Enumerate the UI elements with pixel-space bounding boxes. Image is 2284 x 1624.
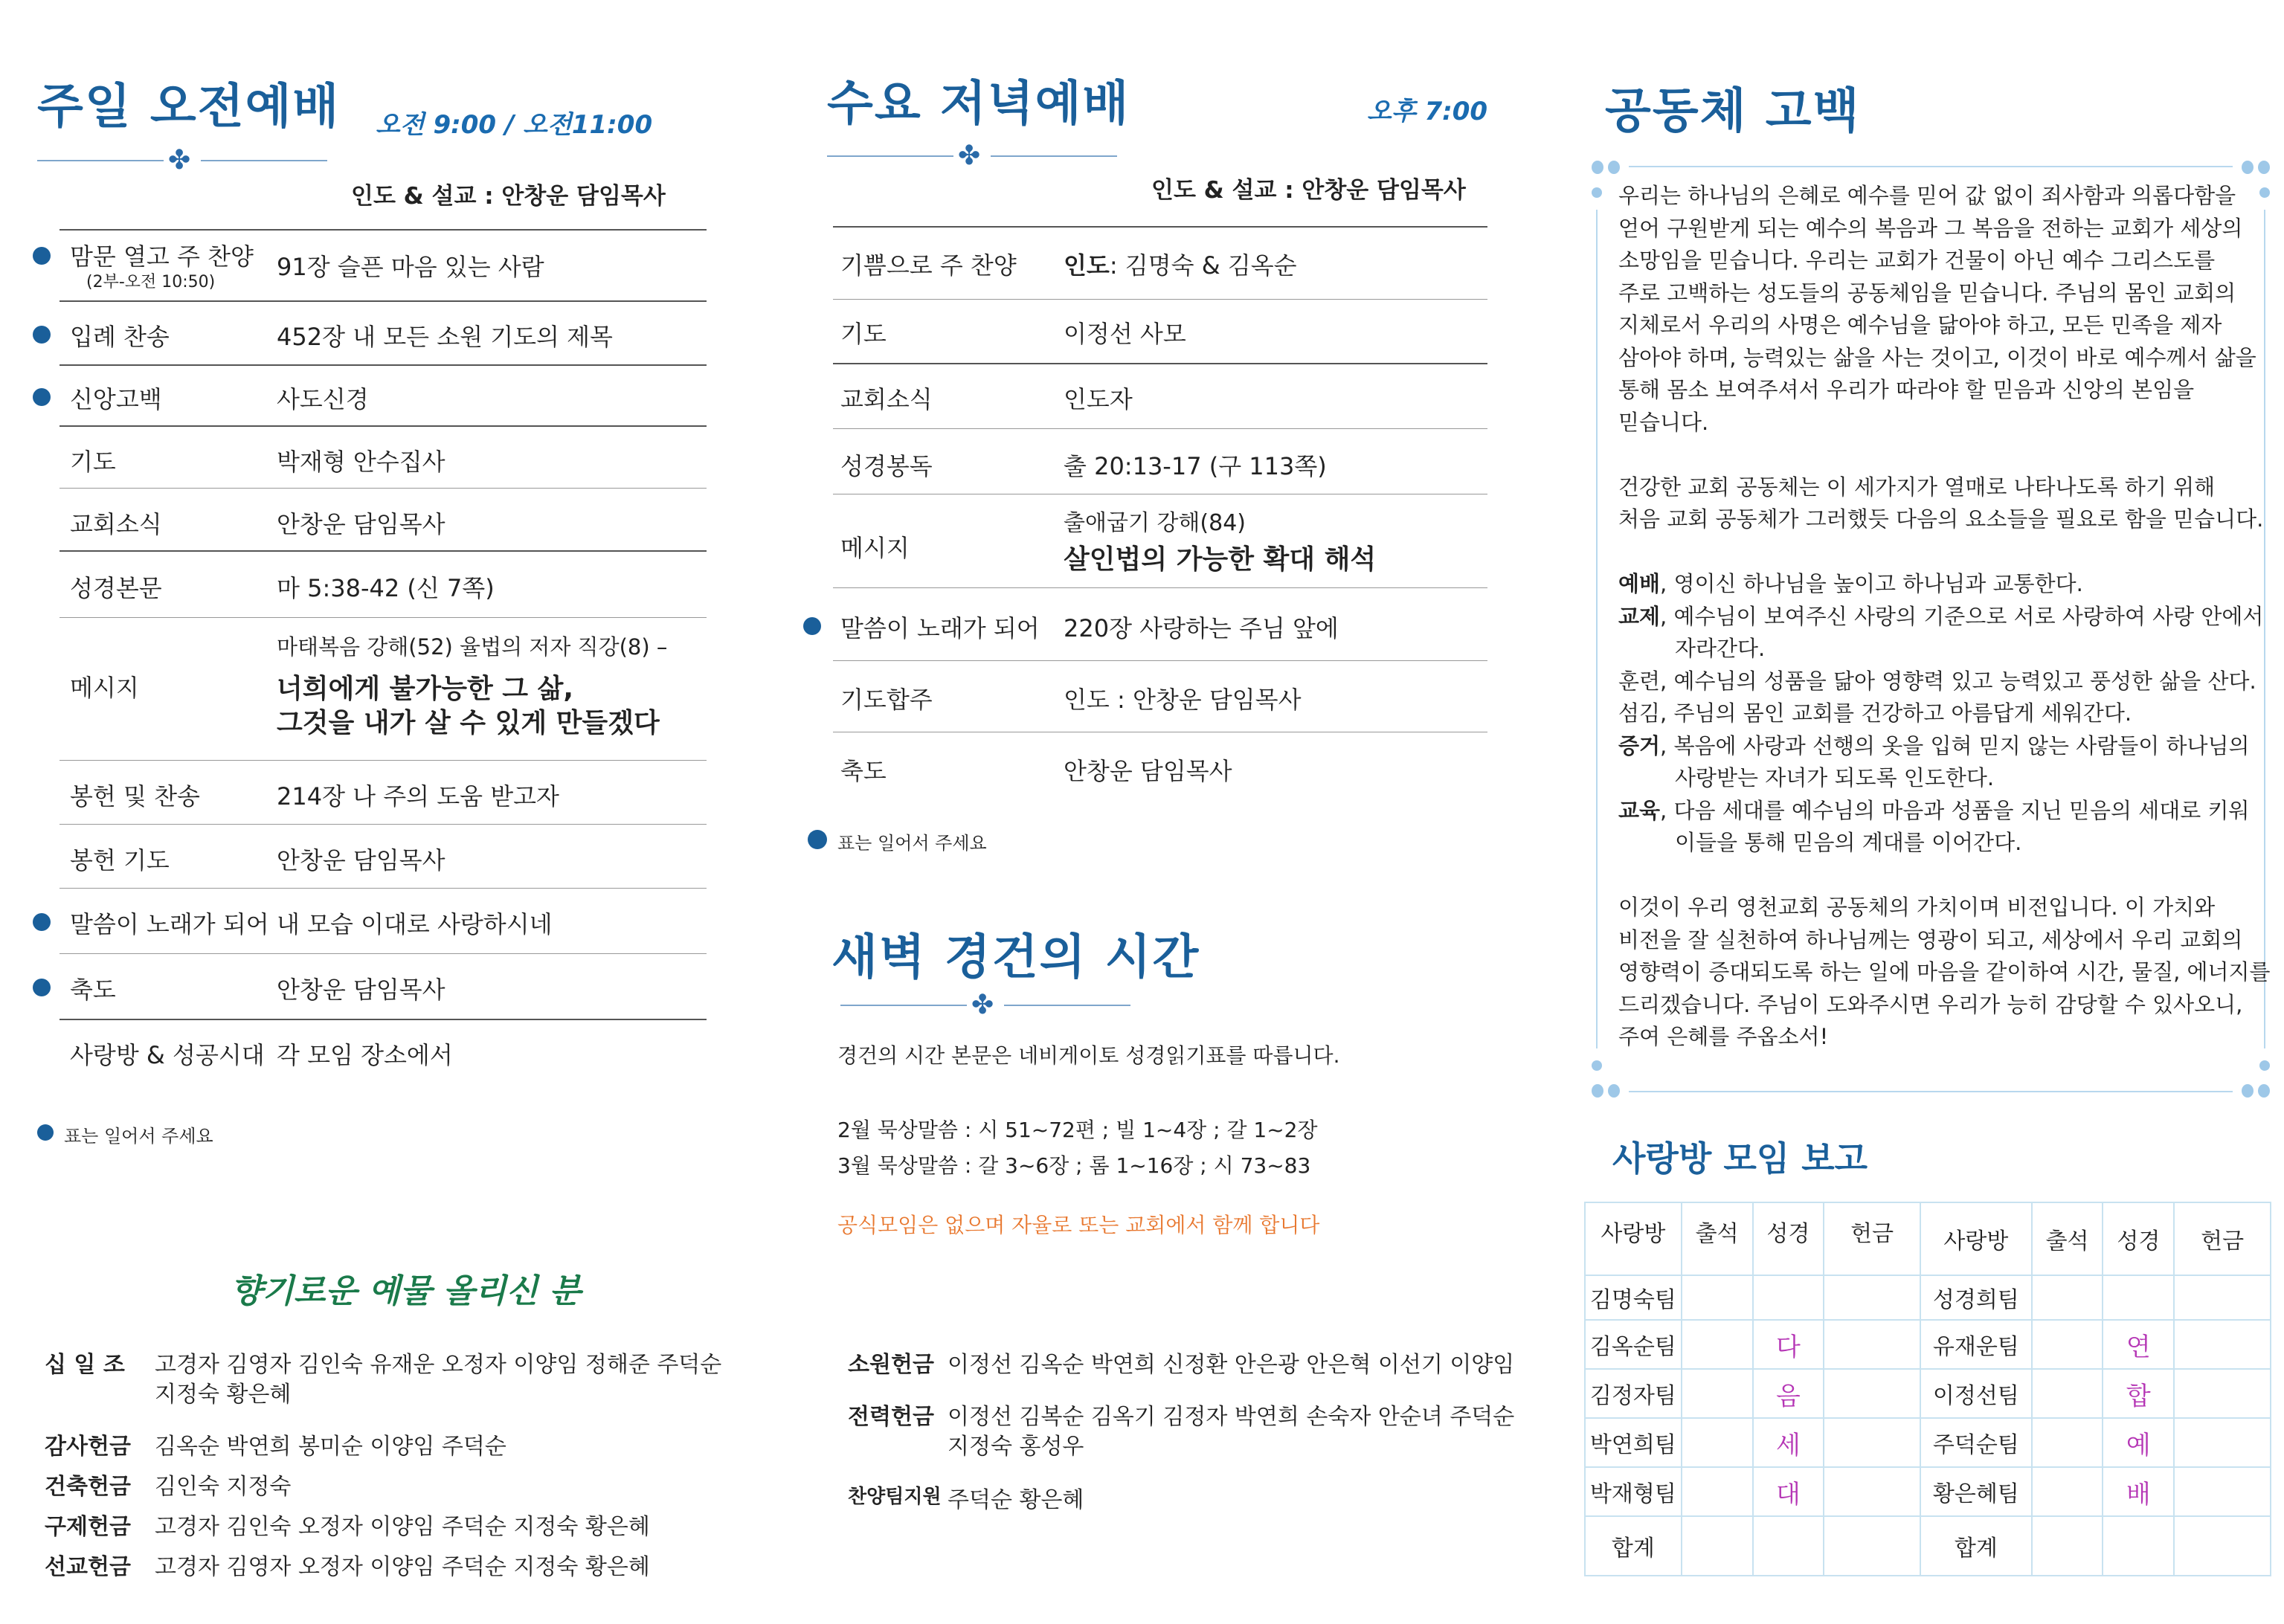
offering-title: 향기로운 예물 올리신 분 (231, 1272, 581, 1310)
team-name: 성경희팀 (1920, 1275, 2032, 1320)
report-title: 사랑방 모임 보고 (1612, 1138, 1868, 1179)
stand-bullet (33, 913, 51, 931)
confession-line: 우리는 하나님의 은혜로 예수를 믿어 값 없이 죄사함과 의롭다함을 (1618, 183, 2236, 208)
message-title: 그것을 내가 살 수 있게 만들겠다 (277, 708, 660, 738)
offering-label: 전력헌금 (848, 1404, 934, 1430)
confession-line: 믿습니다. (1618, 409, 1709, 435)
mark-cell (1753, 1275, 1824, 1320)
order-label: 성경본문 (70, 574, 162, 602)
wednesday-order (803, 223, 1487, 818)
team-name: 박연희팀 (1585, 1418, 1682, 1467)
clover-divider (827, 141, 1117, 171)
confession-line: 영향력이 증대되도록 하는 일에 마음을 같이하여 시간, 물질, 에너지를 (1618, 959, 2271, 985)
stand-bullet (803, 617, 821, 635)
confession-line: 비전을 잘 실천하여 하나님께는 영광이 되고, 세상에서 우리 교회의 (1618, 927, 2243, 953)
clover-divider (840, 990, 1130, 1020)
confession-line: 교육, 다음 세대를 예수님의 마음과 성품을 지닌 믿음의 세대로 키워 (1618, 797, 2250, 823)
order-value: 안창운 담임목사 (277, 510, 445, 538)
clover-icon: ✤ (971, 990, 994, 1020)
stand-bullet (33, 979, 51, 996)
stand-bullet (808, 830, 827, 849)
order-label: 축도 (70, 976, 116, 1004)
stand-bullet (33, 388, 51, 406)
offering2-list (848, 1346, 1517, 1524)
confession-line: 자라간다. (1675, 636, 1766, 661)
offering-label: 건축헌금 (45, 1474, 131, 1500)
order-value: 출애굽기 강해(84) (1064, 510, 1246, 536)
mark-cell: 배 (2103, 1467, 2174, 1516)
order-label: 메시지 (70, 674, 139, 702)
order-value-rest: : 김명숙 & 김옥순 (1109, 251, 1297, 280)
mark-cell: 합 (2103, 1369, 2174, 1418)
order-label: 입례 찬송 (70, 323, 170, 351)
confession-line: 사랑받는 자녀가 되도록 인도한다. (1675, 765, 1995, 790)
order-label: 봉헌 기도 (70, 846, 170, 874)
clover-divider (37, 146, 327, 175)
total-label: 합계 (1585, 1516, 1682, 1576)
confession-line: 예배, 영이신 하나님을 높이고 하나님과 교통한다. (1618, 571, 2083, 596)
header-cell: 헌금 (1824, 1202, 1920, 1275)
order-label: 봉헌 및 찬송 (70, 782, 200, 811)
offering-names: 이정선 김옥순 박연희 신정환 안은광 안은혁 이선기 이양임 (948, 1352, 1515, 1378)
confession-line: 이들을 통해 믿음의 계대를 이어간다. (1675, 830, 2022, 855)
stand-note: 표는 일어서 주세요 (837, 833, 987, 854)
report-table (1584, 1202, 2271, 1576)
order-value: 박재형 안수집사 (277, 448, 445, 476)
order-value: 214장 나 주의 도움 받고자 (277, 782, 559, 811)
team-name: 주덕순팀 (1920, 1418, 2032, 1467)
order-label: 성경봉독 (840, 452, 933, 480)
order-value (1064, 247, 1297, 281)
offering-names: 김인숙 지정숙 (155, 1474, 292, 1500)
order-label: 기도합주 (840, 686, 933, 714)
order-label: 기쁨으로 주 찬양 (840, 251, 1017, 280)
stand-bullet (33, 247, 51, 265)
mark-cell: 연 (2103, 1320, 2174, 1369)
team-name: 김옥순팀 (1585, 1320, 1682, 1369)
wednesday-time: 오후 7:00 (1367, 97, 1488, 126)
order-value: 인도 : 안창운 담임목사 (1064, 686, 1302, 714)
confession-line: 소망임을 믿습니다. 우리는 교회가 건물이 아닌 예수 그리스도를 (1618, 248, 2216, 273)
header-cell: 성경 (1753, 1202, 1824, 1275)
offering-names: 고경자 김영자 오정자 이양임 주덕순 지정숙 황은혜 (155, 1554, 650, 1580)
total-label: 합계 (1920, 1516, 2032, 1576)
order-label: 축도 (840, 757, 887, 785)
order-value: 내 모습 이대로 사랑하시네 (277, 910, 553, 938)
mark-cell: 예 (2103, 1418, 2174, 1467)
confession-line: 증거, 복음에 사랑과 선행의 옷을 입혀 믿지 않는 사람들이 하나님의 (1618, 732, 2250, 758)
wednesday-leader: 인도 & 설교 : 안창운 담임목사 (1151, 177, 1466, 204)
order-value: 마 5:38-42 (신 7쪽) (277, 574, 495, 602)
order-value: 출 20:13-17 (구 113쪽) (1064, 452, 1327, 480)
order-value: 안창운 담임목사 (277, 846, 445, 874)
offering-names: 주덕순 황은혜 (948, 1487, 1084, 1513)
mark-cell: 세 (1753, 1418, 1824, 1467)
mark-cell: 음 (1753, 1369, 1824, 1418)
confession-frame (1592, 158, 2270, 1101)
confession-line: 섬김, 주님의 몸인 교회를 건강하고 아름답게 세워간다. (1618, 700, 2132, 726)
confession-line: 건강한 교회 공동체는 이 세가지가 열매로 나타나도록 하기 위해 (1618, 474, 2216, 500)
confession-line: 삼아야 하며, 능력있는 삶을 사는 것이고, 이것이 바로 예수께서 삶을 (1618, 344, 2256, 370)
stand-bullet (37, 1124, 54, 1141)
confession-line: 통해 몸소 보여주셔서 우리가 따라야 할 믿음과 신앙의 본임을 (1618, 377, 2195, 402)
order-value-bold: 인도 (1064, 251, 1110, 280)
order-value: 각 모임 장소에서 (277, 1041, 453, 1069)
order-label: 맘문 열고 주 찬양 (70, 242, 254, 271)
order-label: 말씀이 노래가 되어 (70, 910, 269, 938)
order-label: 교회소식 (70, 510, 162, 538)
dawn-feb: 2월 묵상말씀 : 시 51~72편 ; 빌 1~4장 ; 갈 1~2장 (837, 1118, 1318, 1142)
message-title: 너희에게 불가능한 그 삶, (277, 674, 574, 704)
order-value: 사도신경 (277, 385, 369, 413)
offering-label: 소원헌금 (848, 1352, 934, 1378)
offering-label: 찬양팀지원 (848, 1486, 942, 1508)
offering-label: 감사헌금 (45, 1434, 131, 1460)
wednesday-title: 수요 저녁예배 (827, 77, 1130, 132)
order-value: 220장 사랑하는 주님 앞에 (1064, 614, 1339, 642)
order-label: 신앙고백 (70, 385, 162, 413)
confession-line: 얻어 구원받게 되는 예수의 복음과 그 복음을 전하는 교회가 세상의 (1618, 215, 2243, 241)
confession-line: 이것이 우리 영천교회 공동체의 가치이며 비전입니다. 이 가치와 (1618, 895, 2216, 920)
confession-line: 교제, 예수님이 보여주신 사랑의 기준으로 서로 사랑하여 사랑 안에서 (1618, 603, 2264, 629)
sunday-title: 주일 오전예배 (37, 80, 341, 135)
offering-names: 지정숙 홍성우 (948, 1434, 1084, 1460)
team-name: 김정자팀 (1585, 1369, 1682, 1418)
clover-icon: ✤ (168, 145, 191, 175)
sunday-order (30, 223, 707, 1069)
confession-line: 처음 교회 공동체가 그러했듯 다음의 요소들을 필요로 함을 믿습니다. (1618, 506, 2264, 532)
order-label: 교회소식 (840, 385, 933, 413)
confession-line: 드리겠습니다. 주님이 도와주시면 우리가 능히 감당할 수 있사오니, (1618, 991, 2243, 1017)
header-cell: 사랑방 (1585, 1202, 1682, 1275)
team-name: 김명숙팀 (1585, 1275, 1682, 1320)
order-value: 91장 슬픈 마음 있는 사람 (277, 253, 544, 281)
order-label: 말씀이 노래가 되어 (840, 614, 1040, 642)
sunday-leader: 인도 & 설교 : 안창운 담임목사 (351, 183, 666, 210)
offering-label: 십 일 조 (45, 1352, 125, 1378)
header-cell: 출석 (1682, 1202, 1753, 1275)
dawn-mar: 3월 묵상말씀 : 갈 3~6장 ; 롬 1~16장 ; 시 73~83 (837, 1153, 1311, 1178)
dawn-intro: 경건의 시간 본문은 네비게이토 성경읽기표를 따릅니다. (837, 1043, 1340, 1068)
order-value: 안창운 담임목사 (277, 976, 445, 1004)
dawn-notice: 공식모임은 없으며 자율로 또는 교회에서 함께 합니다 (837, 1213, 1320, 1237)
clover-icon: ✤ (958, 141, 981, 171)
header-cell: 출석 (2032, 1202, 2103, 1275)
header-cell: 성경 (2103, 1202, 2174, 1275)
order-label: 메시지 (840, 534, 910, 562)
team-name: 황은혜팀 (1920, 1467, 2032, 1516)
order-sublabel: (2부-오전 10:50) (86, 273, 216, 291)
confession-line: 훈련, 예수님의 성품을 닮아 영향력 있고 능력있고 풍성한 삶을 산다. (1618, 668, 2256, 694)
offering-label: 구제헌금 (45, 1514, 131, 1540)
order-label: 기도 (840, 320, 887, 348)
order-value: 마태복음 강해(52) 율법의 저자 직강(8) – (277, 634, 668, 660)
offering-list (45, 1346, 722, 1591)
mark-cell: 다 (1753, 1320, 1824, 1369)
stand-bullet (33, 326, 51, 344)
confession-paragraph (1618, 180, 2271, 1054)
dawn-title: 새벽 경건의 시간 (831, 930, 1200, 985)
mark-cell: 대 (1753, 1467, 1824, 1516)
sunday-time: 오전 9:00 / 오전11:00 (376, 110, 653, 140)
order-label: 기도 (70, 448, 116, 476)
confession-line: 지체로서 우리의 사명은 예수님을 닮아야 하고, 모든 민족을 제자 (1618, 312, 2222, 338)
header-cell: 헌금 (2174, 1202, 2271, 1275)
order-value: 452장 내 모든 소원 기도의 제목 (277, 323, 613, 351)
confession-title: 공동체 고백 (1605, 84, 1861, 139)
offering-names: 지정숙 황은혜 (155, 1382, 292, 1408)
offering-label: 선교헌금 (45, 1554, 131, 1580)
offering-names: 고경자 김인숙 오정자 이양임 주덕순 지정숙 황은혜 (155, 1514, 650, 1540)
team-name: 박재형팀 (1585, 1467, 1682, 1516)
header-cell: 사랑방 (1920, 1202, 2032, 1275)
message-title: 살인법의 가능한 확대 해석 (1064, 544, 1377, 575)
order-value: 이정선 사모 (1064, 320, 1186, 348)
offering-names: 이정선 김복순 김옥기 김정자 박연희 손숙자 안순녀 주덕순 (948, 1404, 1515, 1430)
team-name: 유재운팀 (1920, 1320, 2032, 1369)
order-value: 인도자 (1064, 385, 1133, 413)
team-name: 이정선팀 (1920, 1369, 2032, 1418)
stand-note: 표는 일어서 주세요 (64, 1126, 213, 1147)
confession-line: 주로 고백하는 성도들의 공동체임을 믿습니다. 주님의 몸인 교회의 (1618, 280, 2236, 306)
offering-names: 김옥순 박연희 봉미순 이양임 주덕순 (155, 1434, 506, 1460)
order-value: 안창운 담임목사 (1064, 757, 1232, 785)
offering-names: 고경자 김영자 김인숙 유재운 오정자 이양임 정해준 주덕순 (155, 1352, 722, 1378)
order-label: 사랑방 & 성공시대 (70, 1041, 265, 1069)
mark-cell (2103, 1275, 2174, 1320)
confession-line: 주여 은혜를 주옵소서! (1618, 1024, 1829, 1049)
